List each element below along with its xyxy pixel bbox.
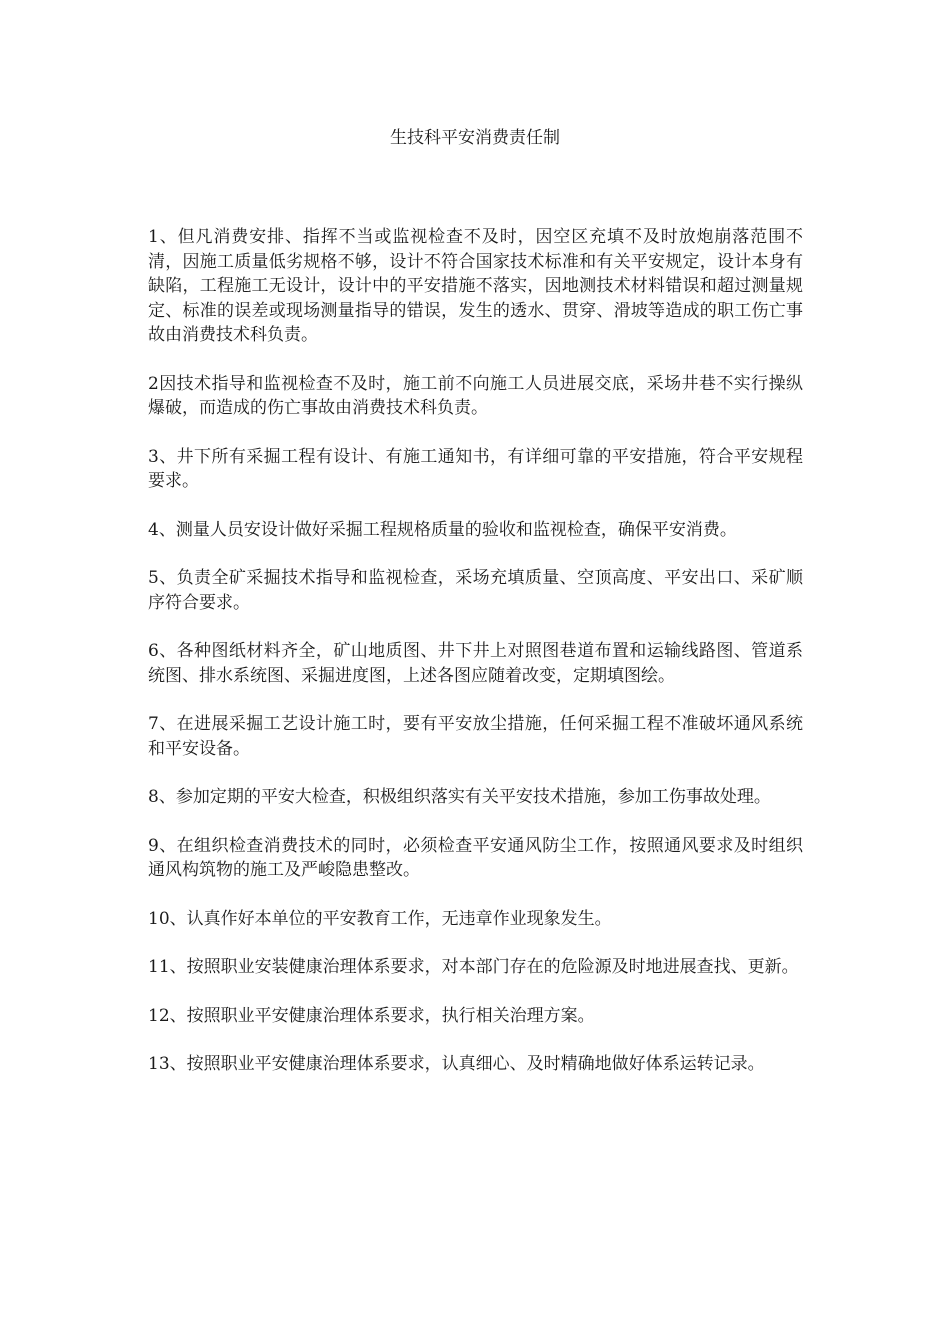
- paragraph-8: 8、参加定期的平安大检查，积极组织落实有关平安技术措施，参加工伤事故处理。: [148, 787, 771, 807]
- paragraph-9: 9、在组织检查消费技术的同时，必须检查平安通风防尘工作，按照通风要求及时组织通风构筑物的施工及严峻隐患整改。: [148, 835, 803, 880]
- paragraph-11: 11、按照职业安装健康治理体系要求，对本部门存在的危险源及时地进展查找、更新。: [148, 957, 799, 977]
- paragraph-5: 5、负责全矿采掘技术指导和监视检查，采场充填质量、空顶高度、平安出口、采矿顺序符合要求。: [148, 568, 803, 613]
- paragraph-1: 1、但凡消费安排、指挥不当或监视检查不及时，因空区充填不及时放炮崩落范围不清，因施工质量低劣规格不够，设计不符合国家技术标准和有关平安规定，设计本身有缺陷，工程施工无设计，设计中的平安措施不落实，因地测技术材料错误和超过测量规定、标准的误差或现场测量指导的错误，发生的透水、贯穿、滑坡等造成的职工伤亡事故由消费技术科负责。: [148, 227, 803, 345]
- paragraph-10: 10、认真作好本单位的平安教育工作，无违章作业现象发生。: [148, 908, 612, 929]
- document-title: 生技科平安消费责任制: [390, 128, 560, 148]
- paragraph-13: 13、按照职业平安健康治理体系要求，认真细心、及时精确地做好体系运转记录。: [148, 1054, 765, 1074]
- paragraph-7: 7、在进展采掘工艺设计施工时，要有平安放尘措施，任何采掘工程不准破坏通风系统和平安设备。: [148, 714, 803, 759]
- paragraph-4: 4、测量人员安设计做好采掘工程规格质量的验收和监视检查，确保平安消费。: [148, 519, 737, 540]
- paragraph-3: 3、井下所有采掘工程有设计、有施工通知书，有详细可靠的平安措施，符合平安规程要求。: [148, 446, 803, 491]
- paragraph-12: 12、按照职业平安健康治理体系要求，执行相关治理方案。: [148, 1005, 595, 1026]
- paragraph-6: 6、各种图纸材料齐全，矿山地质图、井下井上对照图巷道布置和运输线路图、管道系统图、排水系统图、采掘进度图，上述各图应随着改变，定期填图绘。: [148, 641, 803, 686]
- paragraph-2: 2因技术指导和监视检查不及时，施工前不向施工人员进展交底，采场井巷不实行操纵爆破，而造成的伤亡事故由消费技术科负责。: [148, 373, 803, 418]
- document-body: [148, 225, 803, 1101]
